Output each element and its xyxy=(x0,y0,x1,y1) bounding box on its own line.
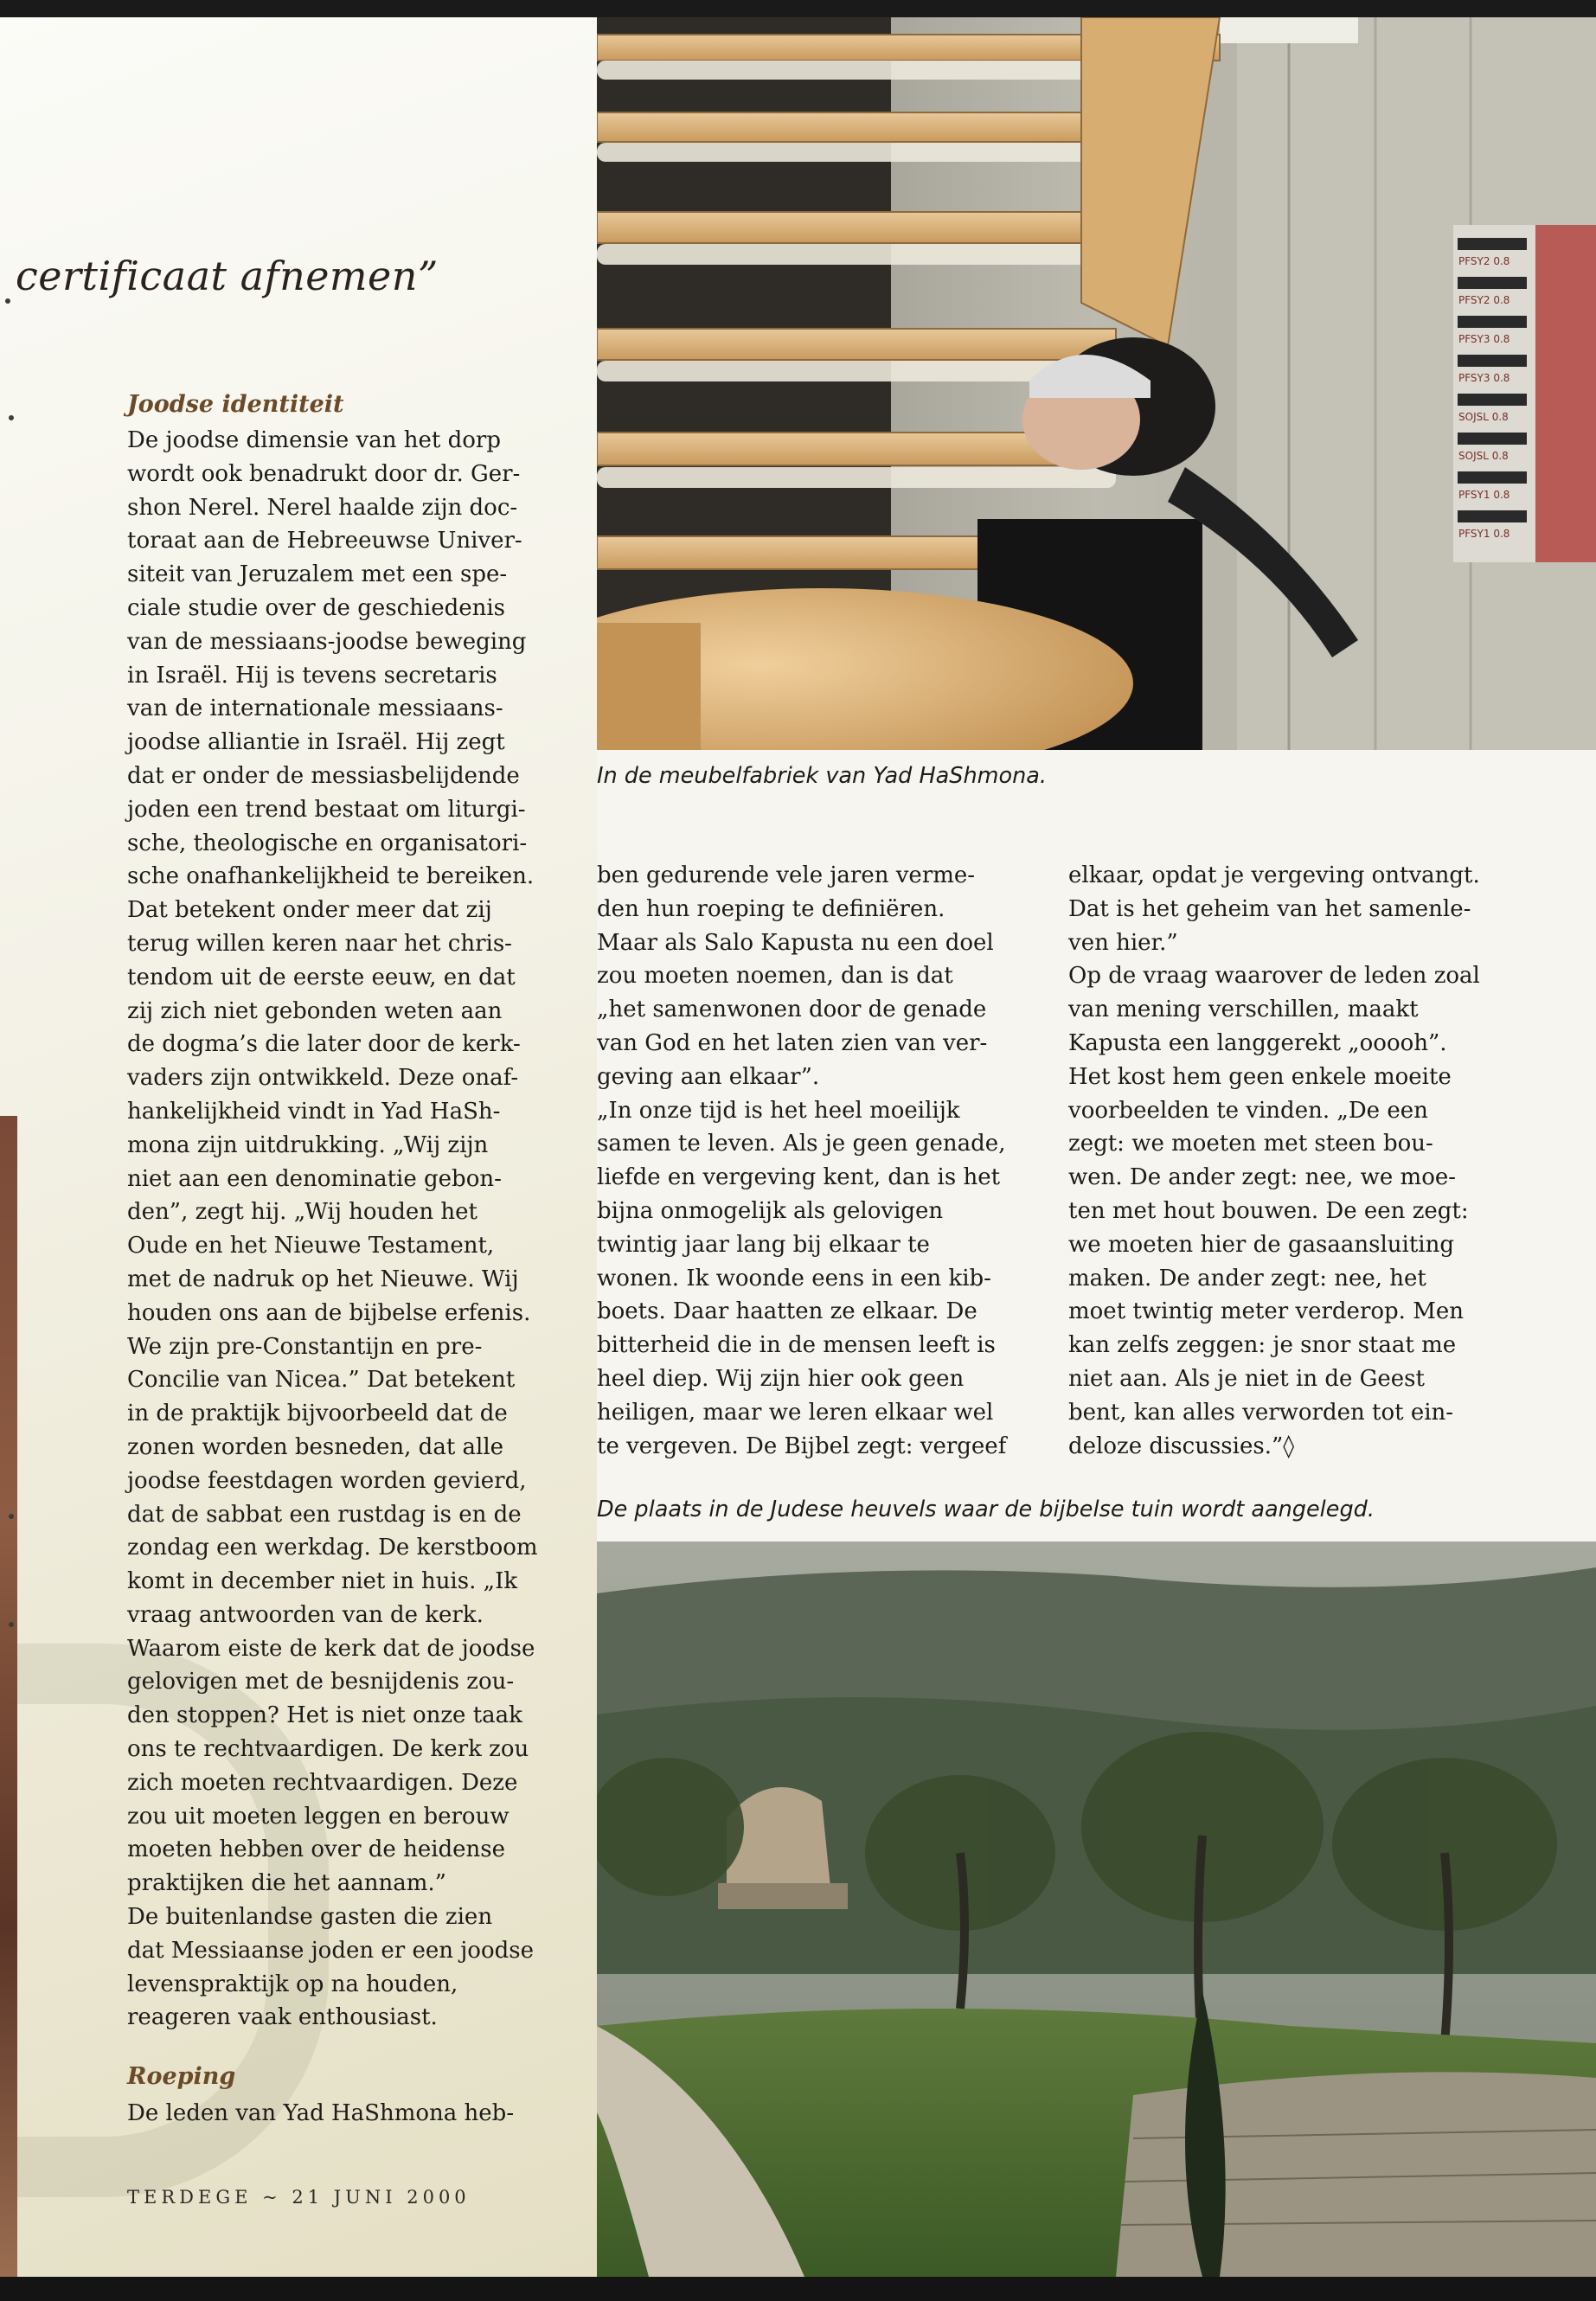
text-line: bitterheid die in de mensen leeft is xyxy=(597,1332,996,1359)
wall-chart-label: PFSY3 0.8 xyxy=(1458,372,1510,384)
text-line: twintig jaar lang bij elkaar te xyxy=(597,1231,930,1258)
wall-chart-bar xyxy=(1458,394,1527,406)
text-line: Dat is het geheim van het samenle- xyxy=(1068,895,1471,922)
text-line: Waarom eiste de kerk dat de joodse xyxy=(127,1635,535,1662)
text-line: moet twintig meter verderop. Men xyxy=(1068,1298,1464,1325)
wall-chart-bar xyxy=(1458,238,1527,250)
text-line: ons te rechtvaardigen. De kerk zou xyxy=(127,1736,529,1763)
text-line: reageren vaak enthousiast. xyxy=(127,2004,438,2031)
text-line: wen. De ander zegt: nee, we moe- xyxy=(1068,1164,1457,1191)
text-line: joodse feestdagen worden gevierd, xyxy=(127,1467,527,1494)
text-line: deloze discussies.”◊ xyxy=(1068,1433,1295,1459)
text-line: vraag antwoorden van de kerk. xyxy=(127,1601,484,1628)
text-line: ven hier.” xyxy=(1068,929,1178,956)
wall-chart-label: PFSY3 0.8 xyxy=(1458,333,1510,345)
text-line: dat Messiaanse joden er een joodse xyxy=(127,1937,534,1964)
text-line: De joodse dimensie van het dorp xyxy=(127,427,501,453)
text-line: van God en het laten zien van ver- xyxy=(597,1029,988,1056)
wall-chart-label: PFSY1 0.8 xyxy=(1458,489,1510,501)
scan-top-edge xyxy=(0,0,1596,17)
text-line: kan zelfs zeggen: je snor staat me xyxy=(1068,1332,1457,1359)
text-line: de dogma’s die later door de kerk- xyxy=(127,1031,521,1058)
wall-chart-label: SOJSL 0.8 xyxy=(1458,411,1509,423)
text-line: zondag een werkdag. De kerstboom xyxy=(127,1535,538,1561)
text-line: zou uit moeten leggen en berouw xyxy=(127,1803,510,1830)
text-line: zonen worden besneden, dat alle xyxy=(127,1433,504,1460)
text-line: geving aan elkaar”. xyxy=(597,1063,820,1090)
text-line: zegt: we moeten met steen bou- xyxy=(1068,1131,1433,1157)
text-line: sche, theologische en organisatori- xyxy=(127,830,528,856)
text-line: Oude en het Nieuwe Testament, xyxy=(127,1233,495,1259)
wall-chart-label: PFSY1 0.8 xyxy=(1458,528,1510,540)
text-line: bijna onmogelijk als gelovigen xyxy=(597,1197,944,1224)
text-line: heiligen, maar we leren elkaar wel xyxy=(597,1399,994,1426)
text-line: ten met hout bouwen. De een zegt: xyxy=(1068,1197,1469,1224)
wall-chart-label: SOJSL 0.8 xyxy=(1458,450,1509,462)
margin-mark xyxy=(9,1514,14,1519)
text-line: joodse alliantie in Israël. Hij zegt xyxy=(127,729,505,756)
text-line: terug willen keren naar het chris- xyxy=(127,930,512,957)
photo-furniture-factory xyxy=(597,17,1596,750)
photo-caption-judean-hills: De plaats in de Judese heuvels waar de bijbelse tuin wordt aangelegd. xyxy=(597,1497,1375,1522)
text-line: niet aan. Als je niet in de Geest xyxy=(1068,1365,1425,1392)
text-line: te vergeven. De Bijbel zegt: vergeef xyxy=(597,1433,1007,1459)
scan-bottom-edge xyxy=(0,2277,1596,2301)
text-line: dat de sabbat een rustdag is en de xyxy=(127,1501,522,1528)
text-line: Kapusta een langgerekt „ooooh”. xyxy=(1068,1029,1447,1056)
text-line: „het samenwonen door de genade xyxy=(597,997,987,1023)
text-line: wonen. Ik woonde eens in een kib- xyxy=(597,1265,991,1292)
text-line: dat er onder de messiasbelijdende xyxy=(127,762,520,789)
margin-mark xyxy=(5,298,10,304)
text-line: komt in december niet in huis. „Ik xyxy=(127,1568,518,1595)
wall-chart-label: PFSY2 0.8 xyxy=(1458,255,1510,267)
margin-mark xyxy=(9,1622,14,1627)
wall-chart-bar xyxy=(1458,433,1527,445)
text-line: den stoppen? Het is niet onze taak xyxy=(127,1702,522,1729)
text-line: ben gedurende vele jaren verme- xyxy=(597,862,976,888)
text-line: bent, kan alles verworden tot ein- xyxy=(1068,1399,1454,1426)
article-column-1 xyxy=(127,424,560,2035)
text-line: zou moeten noemen, dan is dat xyxy=(597,963,953,990)
text-line: vaders zijn ontwikkeld. Deze onaf- xyxy=(127,1065,519,1092)
wall-chart-bar xyxy=(1458,355,1527,367)
text-line: hankelijkheid vindt in Yad HaSh- xyxy=(127,1098,501,1125)
text-line: siteit van Jeruzalem met een spe- xyxy=(127,561,508,588)
text-line: houden ons aan de bijbelse erfenis. xyxy=(127,1299,531,1326)
text-line: Dat betekent onder meer dat zij xyxy=(127,897,492,924)
text-line: De buitenlandse gasten die zien xyxy=(127,1904,493,1931)
text-line: mona zijn uitdrukking. „Wij zijn xyxy=(127,1131,489,1158)
page-footer: TERDEGE ~ 21 JUNI 2000 xyxy=(127,2187,471,2208)
text-line: Maar als Salo Kapusta nu een doel xyxy=(597,929,994,956)
text-line: heel diep. Wij zijn hier ook geen xyxy=(597,1365,965,1392)
text-line: wordt ook benadrukt door dr. Ger- xyxy=(127,460,521,487)
article-headline: certificaat afnemen” xyxy=(16,253,439,299)
text-line: van mening verschillen, maakt xyxy=(1068,997,1419,1023)
scan-left-edge-image-strip xyxy=(0,1116,17,2277)
text-line: We zijn pre-Constantijn en pre- xyxy=(127,1333,483,1360)
wall-chart-bar xyxy=(1458,510,1527,522)
text-line: niet aan een denominatie gebon- xyxy=(127,1165,502,1192)
text-line: moeten hebben over de heidense xyxy=(127,1836,506,1863)
photo-judean-hills xyxy=(597,1541,1596,2277)
text-line: samen te leven. Als je geen genade, xyxy=(597,1131,1006,1157)
text-line: liefde en vergeving kent, dan is het xyxy=(597,1164,1001,1191)
subheading-roeping: Roeping xyxy=(127,2063,236,2090)
wall-chart-bar xyxy=(1458,316,1527,328)
text-line: van de messiaans-joodse beweging xyxy=(127,628,527,655)
text-line: we moeten hier de gasaansluiting xyxy=(1068,1231,1454,1258)
margin-mark xyxy=(9,415,14,420)
photo-caption-furniture-factory: In de meubelfabriek van Yad HaShmona. xyxy=(597,763,1047,789)
text-line: praktijken die het aannam.” xyxy=(127,1870,446,1897)
text-line: levenspraktijk op na houden, xyxy=(127,1971,458,1997)
text-line: zich moeten rechtvaardigen. Deze xyxy=(127,1769,518,1796)
text-line: toraat aan de Hebreeuwse Univer- xyxy=(127,528,522,554)
text-line: shon Nerel. Nerel haalde zijn doc- xyxy=(127,494,518,521)
text-line: elkaar, opdat je vergeving ontvangt. xyxy=(1068,862,1480,888)
text-line: met de nadruk op het Nieuwe. Wij xyxy=(127,1266,519,1292)
article-column-1-continued xyxy=(127,2097,560,2131)
article-column-3 xyxy=(1068,859,1535,1463)
text-line: den hun roeping te definiëren. xyxy=(597,895,945,922)
text-line: voorbeelden te vinden. „De een xyxy=(1068,1097,1428,1124)
text-line: in de praktijk bijvoorbeeld dat de xyxy=(127,1400,508,1427)
subheading-joodse-identiteit: Joodse identiteit xyxy=(127,391,344,418)
wall-chart-bar xyxy=(1458,277,1527,289)
text-line: De leden van Yad HaShmona heb- xyxy=(127,2100,515,2126)
text-line: sche onafhankelijkheid te bereiken. xyxy=(127,863,535,890)
text-line: gelovigen met de besnijdenis zou- xyxy=(127,1669,515,1695)
text-line: maken. De ander zegt: nee, het xyxy=(1068,1265,1426,1292)
text-line: tendom uit de eerste eeuw, en dat xyxy=(127,964,516,990)
text-line: den”, zegt hij. „Wij houden het xyxy=(127,1199,478,1226)
text-line: „In onze tijd is het heel moeilijk xyxy=(597,1097,960,1124)
text-line: zij zich niet gebonden weten aan xyxy=(127,997,503,1024)
text-line: Op de vraag waarover de leden zoal xyxy=(1068,963,1480,990)
text-line: boets. Daar haatten ze elkaar. De xyxy=(597,1298,977,1325)
text-line: joden een trend bestaat om liturgi- xyxy=(127,796,526,823)
text-line: ciale studie over de geschiedenis xyxy=(127,594,506,621)
text-line: van de internationale messiaans- xyxy=(127,695,503,722)
wall-chart-label: PFSY2 0.8 xyxy=(1458,294,1510,306)
wall-chart-bar xyxy=(1458,471,1527,484)
article-column-2 xyxy=(597,859,1047,1463)
text-line: Concilie van Nicea.” Dat betekent xyxy=(127,1367,516,1394)
text-line: in Israël. Hij is tevens secretaris xyxy=(127,662,497,689)
text-line: Het kost hem geen enkele moeite xyxy=(1068,1063,1452,1090)
